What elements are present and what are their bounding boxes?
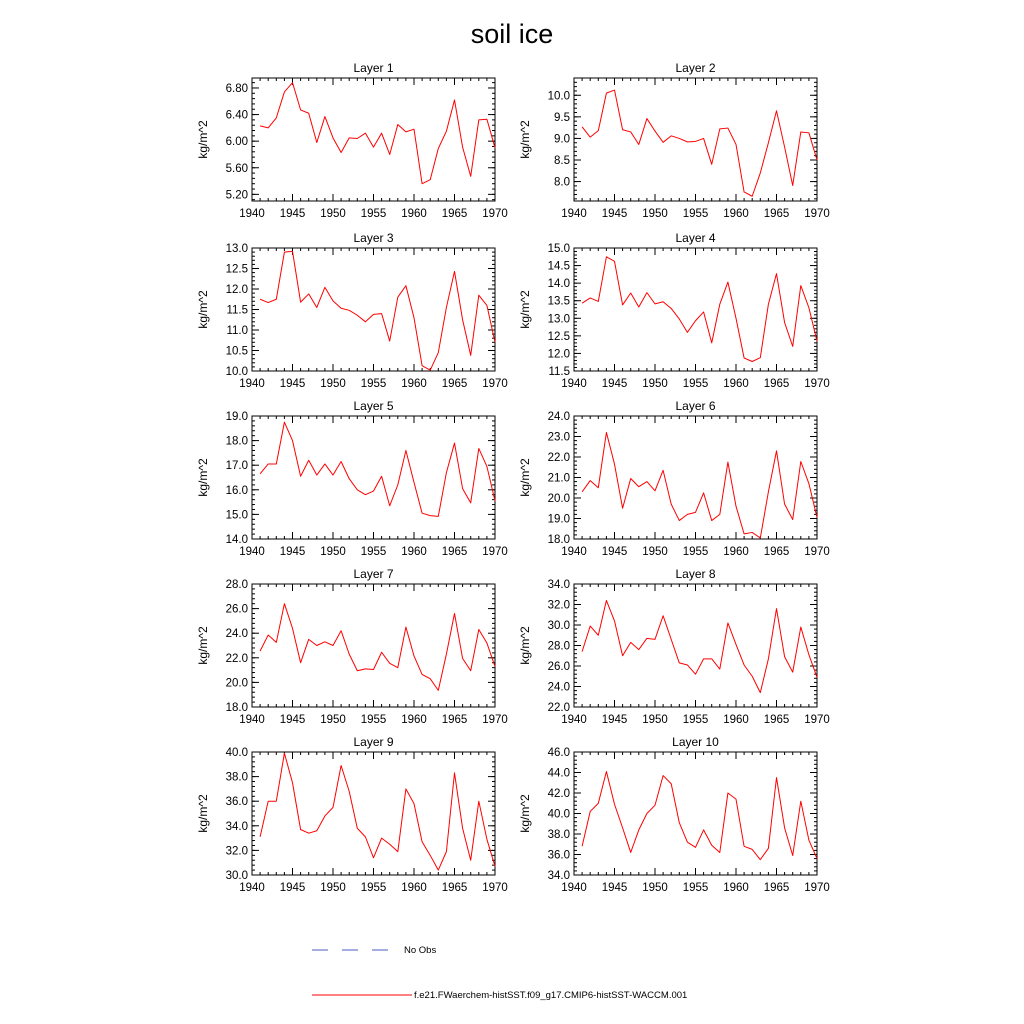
legend-obs-label: No Obs bbox=[404, 945, 437, 956]
panel-10-x-tick-label: 1970 bbox=[804, 882, 830, 894]
panel-9-y-tick-label: 32.0 bbox=[225, 845, 248, 858]
panel-2-x-tick-label: 1955 bbox=[682, 208, 709, 220]
panel-1-x-tick-label: 1970 bbox=[482, 208, 508, 220]
panel-3 bbox=[196, 231, 508, 390]
panel-6-x-tick-label: 1965 bbox=[763, 546, 790, 558]
panel-2 bbox=[518, 61, 830, 220]
panel-8-x-tick-label: 1960 bbox=[723, 714, 749, 726]
panel-9 bbox=[196, 735, 508, 894]
panel-8-y-tick-label: 22.0 bbox=[547, 702, 570, 714]
panel-10-series-line bbox=[582, 771, 817, 859]
panel-3-y-tick-label: 11.0 bbox=[226, 325, 248, 337]
panel-5-y-tick-label: 19.0 bbox=[225, 411, 248, 423]
panel-5-x-tick-label: 1950 bbox=[320, 546, 346, 558]
panel-8-y-tick-label: 30.0 bbox=[547, 620, 570, 632]
panel-8-x-tick-label: 1955 bbox=[682, 714, 709, 726]
panel-9-x-tick-label: 1955 bbox=[360, 882, 387, 894]
panel-1-y-tick-label: 6.00 bbox=[225, 136, 248, 149]
panel-2-x-tick-label: 1960 bbox=[723, 208, 749, 220]
panel-2-x-tick-label: 1945 bbox=[601, 208, 628, 220]
panel-4-y-tick-label: 11.5 bbox=[548, 366, 570, 378]
panel-5-frame bbox=[252, 416, 495, 539]
panel-8-x-tick-label: 1970 bbox=[804, 714, 830, 726]
panel-7-y-tick-label: 18.0 bbox=[225, 702, 248, 714]
panel-7-y-tick-label: 22.0 bbox=[225, 652, 248, 665]
panel-8-frame bbox=[574, 584, 817, 707]
panel-2-y-tick-label: 8.0 bbox=[554, 176, 570, 189]
panel-2-title: Layer 2 bbox=[675, 61, 716, 75]
panel-4-x-tick-label: 1960 bbox=[723, 378, 749, 390]
panel-6-x-tick-label: 1960 bbox=[723, 546, 749, 558]
panel-6-y-tick-label: 24.0 bbox=[547, 411, 570, 423]
panel-3-y-tick-label: 11.5 bbox=[226, 304, 248, 317]
panel-1-y-tick-label: 5.60 bbox=[225, 162, 248, 175]
legend-model-label: f.e21.FWaerchem-histSST.f09_g17.CMIP6-histSST-WACCM.001 bbox=[414, 990, 688, 1001]
panel-7-y-tick-label: 26.0 bbox=[225, 603, 248, 616]
panel-5-x-tick-label: 1945 bbox=[279, 546, 306, 558]
panel-10-y-tick-label: 40.0 bbox=[547, 808, 570, 821]
panel-4-x-tick-label: 1940 bbox=[561, 378, 587, 390]
panel-4-y-tick-label: 13.0 bbox=[547, 313, 570, 326]
panel-2-x-tick-label: 1970 bbox=[804, 208, 830, 220]
panel-5-y-tick-label: 18.0 bbox=[225, 435, 248, 448]
panel-10-x-tick-label: 1950 bbox=[642, 882, 668, 894]
panel-1-frame bbox=[252, 78, 495, 201]
panel-2-x-tick-label: 1950 bbox=[642, 208, 668, 220]
panel-8-x-tick-label: 1965 bbox=[763, 714, 790, 726]
panel-4-x-tick-label: 1945 bbox=[601, 378, 628, 390]
panel-4-series-line bbox=[582, 257, 817, 362]
chart-panels bbox=[196, 61, 830, 894]
panel-5-y-tick-label: 17.0 bbox=[225, 460, 248, 473]
panel-1-x-tick-label: 1945 bbox=[279, 208, 306, 220]
panel-6 bbox=[518, 399, 830, 558]
panel-3-x-tick-label: 1970 bbox=[482, 378, 508, 390]
panel-4-y-tick-label: 13.5 bbox=[547, 295, 570, 308]
panel-3-y-tick-label: 12.0 bbox=[225, 284, 248, 296]
panel-10-y-tick-label: 46.0 bbox=[547, 747, 570, 759]
panel-4-y-tick-label: 15.0 bbox=[547, 243, 570, 255]
panel-1-x-tick-label: 1940 bbox=[239, 208, 265, 220]
panel-10-y-tick-label: 42.0 bbox=[547, 788, 570, 800]
panel-7-x-tick-label: 1960 bbox=[401, 714, 427, 726]
panel-4-y-tick-label: 12.5 bbox=[547, 330, 570, 343]
panel-10-y-tick-label: 36.0 bbox=[547, 849, 570, 862]
panel-5-title: Layer 5 bbox=[353, 399, 394, 413]
panel-3-x-tick-label: 1965 bbox=[441, 378, 468, 390]
panel-7 bbox=[196, 567, 508, 726]
panel-4-x-tick-label: 1955 bbox=[682, 378, 709, 390]
panel-3-y-tick-label: 12.5 bbox=[225, 263, 248, 276]
panel-7-y-axis-label: kg/m^2 bbox=[196, 626, 210, 665]
panel-10-x-tick-label: 1945 bbox=[601, 882, 628, 894]
panel-3-y-tick-label: 10.0 bbox=[225, 366, 248, 378]
panel-6-y-tick-label: 22.0 bbox=[547, 452, 570, 464]
panel-10-y-tick-label: 34.0 bbox=[547, 870, 570, 882]
panel-3-series-line bbox=[260, 251, 495, 370]
panel-3-y-tick-label: 13.0 bbox=[225, 243, 248, 255]
panel-7-x-tick-label: 1955 bbox=[360, 714, 387, 726]
panel-4-y-tick-label: 14.5 bbox=[547, 260, 570, 273]
figure-title: soil ice bbox=[470, 19, 554, 49]
panel-2-y-tick-label: 9.0 bbox=[554, 133, 570, 146]
panel-3-x-tick-label: 1945 bbox=[279, 378, 306, 390]
panel-2-y-tick-label: 10.0 bbox=[547, 90, 570, 103]
panel-6-x-tick-label: 1970 bbox=[804, 546, 830, 558]
panel-1-title: Layer 1 bbox=[353, 61, 394, 75]
panel-6-y-tick-label: 18.0 bbox=[547, 534, 570, 546]
panel-6-x-tick-label: 1940 bbox=[561, 546, 587, 558]
panel-9-x-tick-label: 1965 bbox=[441, 882, 468, 894]
panel-1-x-tick-label: 1955 bbox=[360, 208, 387, 220]
panel-10-title: Layer 10 bbox=[672, 735, 719, 749]
panel-6-series-line bbox=[582, 432, 817, 538]
panel-7-x-tick-label: 1950 bbox=[320, 714, 346, 726]
panel-9-y-tick-label: 36.0 bbox=[225, 796, 248, 809]
panel-4-frame bbox=[574, 248, 817, 371]
panel-9-y-axis-label: kg/m^2 bbox=[196, 794, 210, 833]
panel-6-y-axis-label: kg/m^2 bbox=[518, 458, 532, 497]
panel-9-series-line bbox=[260, 753, 495, 870]
panel-8-y-tick-label: 34.0 bbox=[547, 579, 570, 591]
panel-4-y-tick-label: 14.0 bbox=[547, 278, 570, 291]
panel-2-y-axis-label: kg/m^2 bbox=[518, 120, 532, 159]
panel-6-y-tick-label: 20.0 bbox=[547, 493, 570, 505]
panel-2-series-line bbox=[582, 90, 817, 196]
panel-3-y-axis-label: kg/m^2 bbox=[196, 290, 210, 329]
panel-4-y-tick-label: 12.0 bbox=[547, 348, 570, 361]
panel-1-series-line bbox=[260, 83, 495, 184]
panel-1 bbox=[196, 61, 508, 220]
panel-10 bbox=[518, 735, 830, 894]
panel-9-x-tick-label: 1950 bbox=[320, 882, 346, 894]
panel-5-series-line bbox=[260, 422, 495, 516]
panel-8-x-tick-label: 1945 bbox=[601, 714, 628, 726]
panel-10-y-tick-label: 44.0 bbox=[547, 767, 570, 780]
panel-8 bbox=[518, 567, 830, 726]
panel-1-x-tick-label: 1960 bbox=[401, 208, 427, 220]
panel-9-y-tick-label: 40.0 bbox=[225, 747, 248, 759]
panel-3-y-tick-label: 10.5 bbox=[225, 345, 248, 358]
panel-3-title: Layer 3 bbox=[353, 231, 394, 245]
panel-9-y-tick-label: 30.0 bbox=[225, 870, 248, 882]
panel-7-x-tick-label: 1965 bbox=[441, 714, 468, 726]
panel-4-title: Layer 4 bbox=[675, 231, 716, 245]
panel-3-x-tick-label: 1955 bbox=[360, 378, 387, 390]
panel-8-y-axis-label: kg/m^2 bbox=[518, 626, 532, 665]
panel-5-x-tick-label: 1960 bbox=[401, 546, 427, 558]
panel-5-y-tick-label: 14.0 bbox=[225, 534, 248, 546]
panel-8-series-line bbox=[582, 600, 817, 692]
panel-7-frame bbox=[252, 584, 495, 707]
panel-3-x-tick-label: 1950 bbox=[320, 378, 346, 390]
panel-6-y-tick-label: 23.0 bbox=[547, 431, 570, 444]
panel-1-y-tick-label: 6.80 bbox=[225, 82, 248, 95]
panel-5-y-axis-label: kg/m^2 bbox=[196, 458, 210, 497]
panel-6-x-tick-label: 1950 bbox=[642, 546, 668, 558]
panel-5-y-tick-label: 15.0 bbox=[225, 509, 248, 522]
panel-4-x-tick-label: 1965 bbox=[763, 378, 790, 390]
panel-5-x-tick-label: 1970 bbox=[482, 546, 508, 558]
panel-10-frame bbox=[574, 752, 817, 875]
panel-8-y-tick-label: 28.0 bbox=[547, 640, 570, 653]
panel-9-y-tick-label: 34.0 bbox=[225, 820, 248, 833]
legend bbox=[312, 945, 687, 1001]
panel-8-title: Layer 8 bbox=[675, 567, 716, 581]
panel-8-y-tick-label: 26.0 bbox=[547, 661, 570, 673]
panel-4 bbox=[518, 231, 830, 390]
panel-7-x-tick-label: 1970 bbox=[482, 714, 508, 726]
panel-8-x-tick-label: 1950 bbox=[642, 714, 668, 726]
panel-9-title: Layer 9 bbox=[353, 735, 394, 749]
panel-5-y-tick-label: 16.0 bbox=[225, 484, 248, 497]
panel-10-y-tick-label: 38.0 bbox=[547, 829, 570, 841]
panel-7-x-tick-label: 1945 bbox=[279, 714, 306, 726]
panel-6-y-tick-label: 21.0 bbox=[547, 472, 570, 485]
panel-6-x-tick-label: 1955 bbox=[682, 546, 709, 558]
panel-5-x-tick-label: 1965 bbox=[441, 546, 468, 558]
panel-5 bbox=[196, 399, 508, 558]
panel-4-y-axis-label: kg/m^2 bbox=[518, 290, 532, 329]
panel-7-series-line bbox=[260, 604, 495, 691]
panel-2-x-tick-label: 1940 bbox=[561, 208, 587, 220]
panel-10-x-tick-label: 1940 bbox=[561, 882, 587, 894]
panel-2-y-tick-label: 9.5 bbox=[554, 111, 570, 124]
panel-2-x-tick-label: 1965 bbox=[763, 208, 790, 220]
panel-1-x-tick-label: 1950 bbox=[320, 208, 346, 220]
panel-9-x-tick-label: 1970 bbox=[482, 882, 508, 894]
panel-7-x-tick-label: 1940 bbox=[239, 714, 265, 726]
panel-5-x-tick-label: 1940 bbox=[239, 546, 265, 558]
panel-3-x-tick-label: 1960 bbox=[401, 378, 427, 390]
panel-9-x-tick-label: 1960 bbox=[401, 882, 427, 894]
panel-4-x-tick-label: 1970 bbox=[804, 378, 830, 390]
panel-10-x-tick-label: 1965 bbox=[763, 882, 790, 894]
panel-10-x-tick-label: 1955 bbox=[682, 882, 709, 894]
panel-7-title: Layer 7 bbox=[353, 567, 394, 581]
panel-2-frame bbox=[574, 78, 817, 201]
panel-1-y-axis-label: kg/m^2 bbox=[196, 120, 210, 159]
panel-8-y-tick-label: 24.0 bbox=[547, 681, 570, 694]
panel-7-y-tick-label: 20.0 bbox=[225, 677, 248, 690]
panel-3-frame bbox=[252, 248, 495, 371]
panel-6-title: Layer 6 bbox=[675, 399, 716, 413]
panel-10-x-tick-label: 1960 bbox=[723, 882, 749, 894]
panel-9-y-tick-label: 38.0 bbox=[225, 771, 248, 784]
panel-7-y-tick-label: 24.0 bbox=[225, 628, 248, 641]
panel-7-y-tick-label: 28.0 bbox=[225, 579, 248, 591]
panel-1-x-tick-label: 1965 bbox=[441, 208, 468, 220]
panel-1-y-tick-label: 5.20 bbox=[225, 189, 248, 202]
panel-8-y-tick-label: 32.0 bbox=[547, 599, 570, 612]
panel-3-x-tick-label: 1940 bbox=[239, 378, 265, 390]
panel-4-x-tick-label: 1950 bbox=[642, 378, 668, 390]
panel-8-x-tick-label: 1940 bbox=[561, 714, 587, 726]
panel-2-y-tick-label: 8.5 bbox=[554, 155, 570, 167]
panel-10-y-axis-label: kg/m^2 bbox=[518, 794, 532, 833]
panel-6-y-tick-label: 19.0 bbox=[547, 513, 570, 526]
panel-6-x-tick-label: 1945 bbox=[601, 546, 628, 558]
panel-9-x-tick-label: 1940 bbox=[239, 882, 265, 894]
panel-1-y-tick-label: 6.40 bbox=[225, 109, 248, 122]
panel-5-x-tick-label: 1955 bbox=[360, 546, 387, 558]
panel-9-x-tick-label: 1945 bbox=[279, 882, 306, 894]
